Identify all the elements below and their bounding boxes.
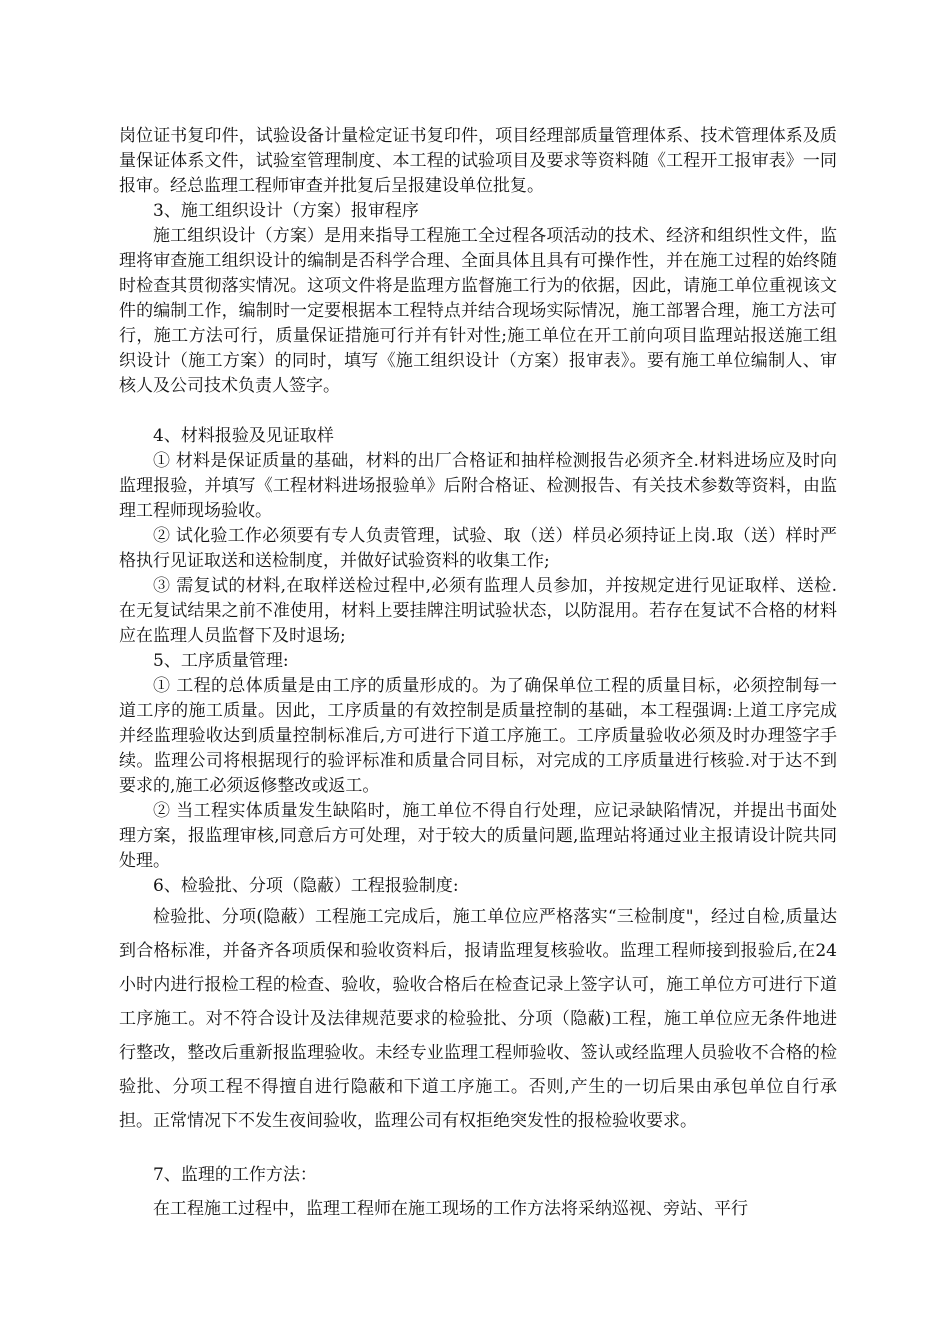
paragraph-work-methods: 在工程施工过程中，监理工程师在施工现场的工作方法将采纳巡视、旁站、平行 (153, 1199, 748, 1219)
section-heading-6: 6、检验批、分项（隐蔽）工程报验制度: (153, 876, 459, 896)
paragraph-material-item-2: ② 试化验工作必须要有专人负责管理，试验、取（送）样员必须持证上岗.取（送）样时严格执行见证取送和送检制度，并做好试验资料的收集工作; (119, 526, 837, 571)
paragraph-material-item-1: ① 材料是保证质量的基础，材料的出厂合格证和抽样检测报告必须齐全.材料进场应及时向监理报验，并填写《工程材料进场报验单》后附合格证、检测报告、有关技术参数等资料，由监理工程师现场验收。 (119, 451, 837, 521)
section-heading-3: 3、施工组织设计（方案）报审程序 (153, 201, 419, 221)
section-heading-4: 4、材料报验及见证取样 (153, 426, 334, 446)
section-heading-7: 7、监理的工作方法： (153, 1165, 317, 1185)
paragraph-inspection-system: 检验批、分项(隐蔽）工程施工完成后，施工单位应严格落实“三检制度"，经过自检,质量达到合格标准，并备齐各项质保和验收资料后，报请监理复核验收。监理工程师接到报验后,在24小时内进行报检工程的检查、验收，验收合格后在检查记录上签字认可，施工单位方可进行下道工序施工。对不符合设计及法律规范要求的检验批、分项（隐蔽)工程，施工单位应无条件地进行整改，整改后重新报监理验收。未经专业监理工程师验收、签认或经监理人员验收不合格的检验批、分项工程不得擅自进行隐蔽和下道工序施工。否则,产生的一切后果由承包单位自行承担。正常情况下不发生夜间验收，监理公司有权拒绝突发性的报检验收要求。 (119, 907, 837, 1131)
paragraph-process-item-1: ① 工程的总体质量是由工序的质量形成的。为了确保单位工程的质量目标，必须控制每一道工序的施工质量。因此，工序质量的有效控制是质量控制的基础，本工程强调:上道工序完成并经监理验收达到质量控制标准后,方可进行下道工序施工。工序质量验收必须及时办理签字手续。监理公司将根据现行的验评标准和质量合同目标，对完成的工序质量进行核验.对于达不到要求的,施工必须返修整改或返工。 (119, 676, 837, 796)
paragraph-process-item-2: ② 当工程实体质量发生缺陷时，施工单位不得自行处理，应记录缺陷情况，并提出书面处理方案，报监理审核,同意后方可处理，对于较大的质量问题,监理站将通过业主报请设计院共同处理。 (119, 801, 837, 871)
paragraph-continuation: 岗位证书复印件，试验设备计量检定证书复印件，项目经理部质量管理体系、技术管理体系及质量保证体系文件，试验室管理制度、本工程的试验项目及要求等资料随《工程开工报审表》一同报审。经总监理工程师审查并批复后呈报建设单位批复。 (119, 126, 837, 196)
section-heading-5: 5、工序质量管理: (153, 651, 289, 671)
paragraph-material-item-3: ③ 需复试的材料,在取样送检过程中,必须有监理人员参加，并按规定进行见证取样、送检.在无复试结果之前不准使用，材料上要挂牌注明试验状态，以防混用。若存在复试不合格的材料应在监理人员监督下及时退场; (119, 576, 837, 646)
paragraph-construction-design: 施工组织设计（方案）是用来指导工程施工全过程各项活动的技术、经济和组织性文件，监理将审查施工组织设计的编制是否科学合理、全面具体且具有可操作性，并在施工过程的始终随时检查其贯彻落实情况。这项文件将是监理方监督施工行为的依据，因此，请施工单位重视该文件的编制工作，编制时一定要根据本工程特点并结合现场实际情况，施工部署合理，施工方法可行，施工方法可行，质量保证措施可行并有针对性;施工单位在开工前向项目监理站报送施工组织设计（施工方案）的同时，填写《施工组织设计（方案）报审表》。要有施工单位编制人、审核人及公司技术负责人签字。 (119, 226, 837, 396)
document-page (119, 0, 837, 1344)
